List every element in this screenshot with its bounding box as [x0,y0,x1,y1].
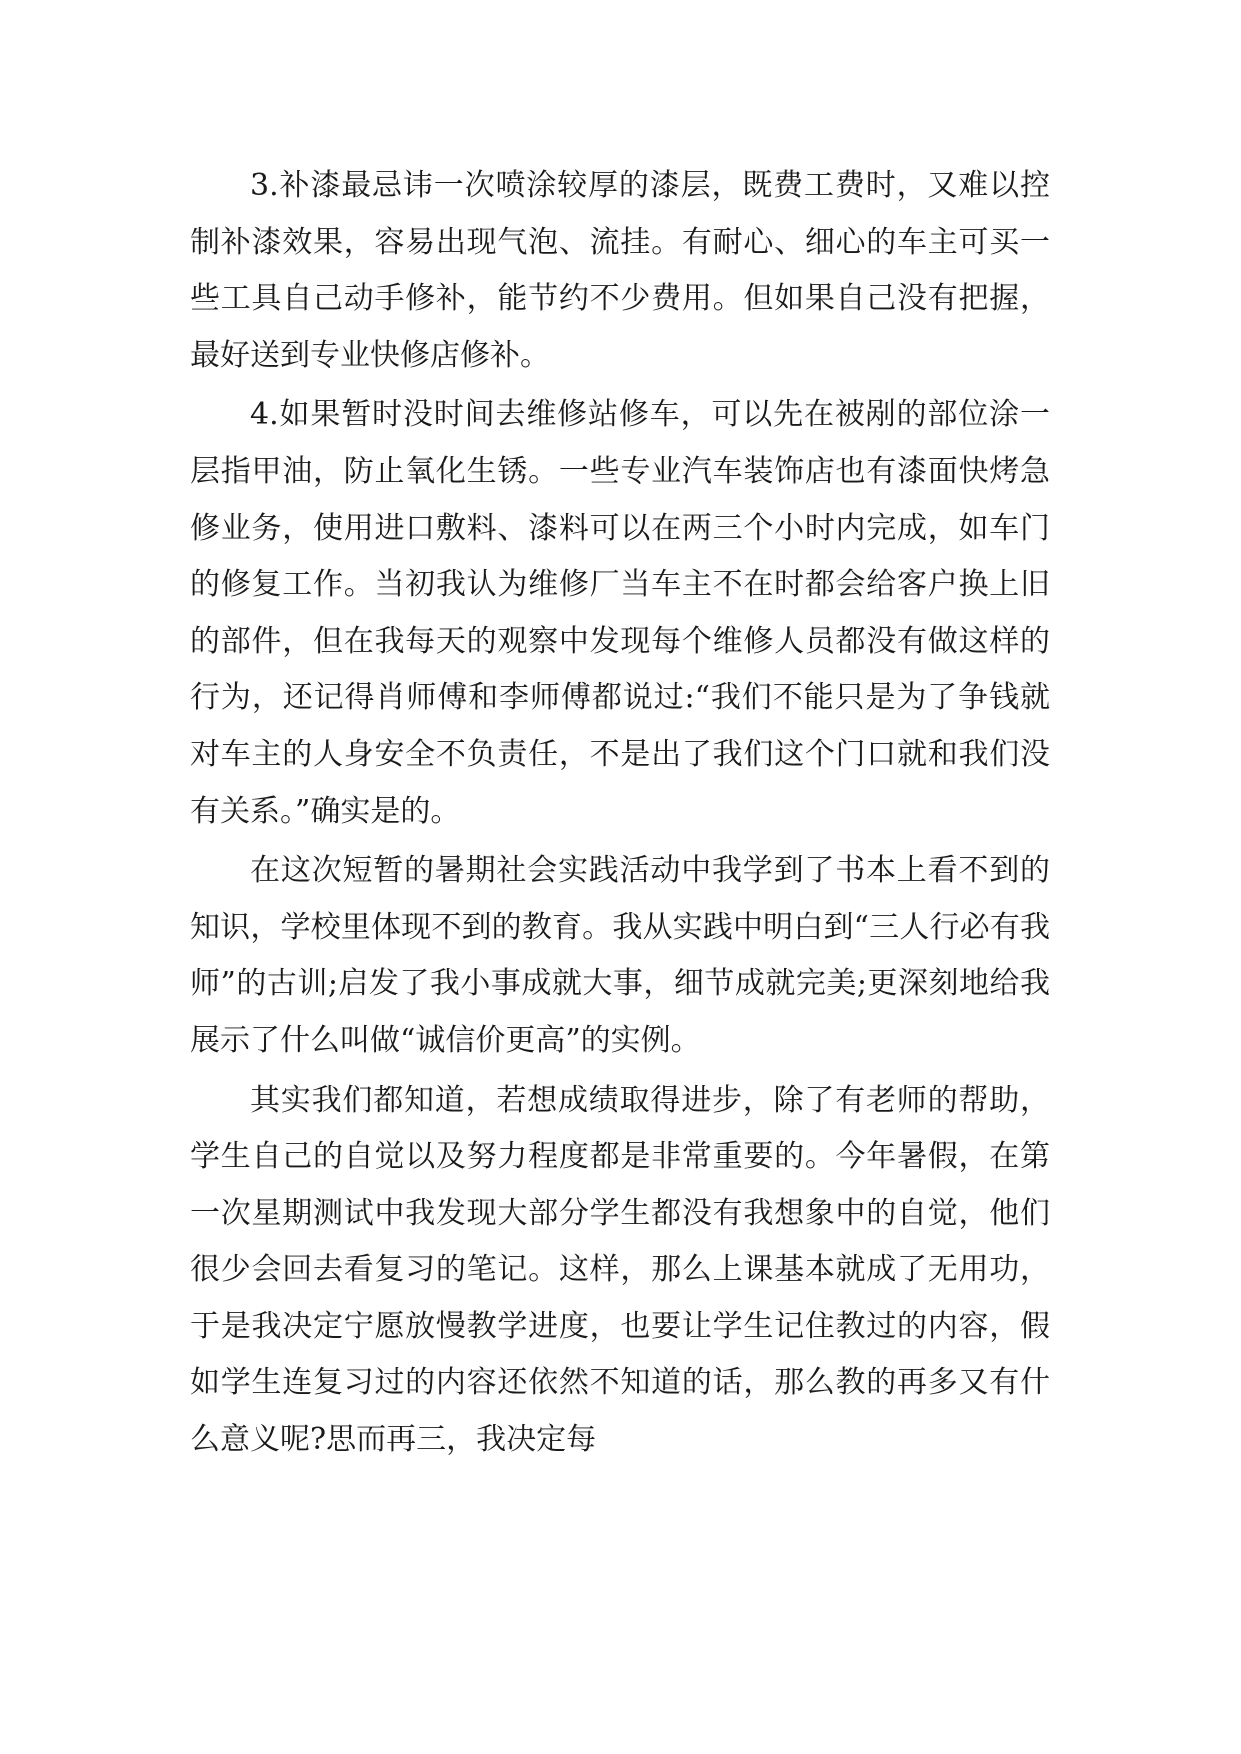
paragraph-teaching-experience: 其实我们都知道，若想成绩取得进步，除了有老师的帮助，学生自己的自觉以及努力程度都是非常重要的。今年暑假，在第一次星期测试中我发现大部分学生都没有我想象中的自觉，他们很少会回去看复习的笔记。这样，那么上课基本就成了无用功，于是我决定宁愿放慢教学进度，也要让学生记住教过的内容，假如学生连复习过的内容还依然不知道的话，那么教的再多又有什么意义呢?思而再三，我决定每 [190,1082,1050,1458]
paragraph-paint-repair-tips: 3.补漆最忌讳一次喷涂较厚的漆层，既费工费时，又难以控制补漆效果，容易出现气泡、流挂。有耐心、细心的车主可买一些工具自己动手修补，能节约不少费用。但如果自己没有把握，最好送到专业快修店修补。 [190,168,1050,373]
paragraph-temporary-repair: 4.如果暂时没时间去维修站修车，可以先在被剐的部位涂一层指甲油，防止氧化生锈。一些专业汽车装饰店也有漆面快烤急修业务，使用进口敷料、漆料可以在两三个小时内完成，如车门的修复工作。当初我认为维修厂当车主不在时都会给客户换上旧的部件，但在我每天的观察中发现每个维修人员都没有做这样的行为，还记得肖师傅和李师傅都说过:“我们不能只是为了争钱就对车主的人身安全不负责任，不是出了我们这个门口就和我们没有关系。”确实是的。 [190,397,1050,829]
document-body [190,158,1050,1472]
paragraph-practice-reflection: 在这次短暂的暑期社会实践活动中我学到了书本上看不到的知识，学校里体现不到的教育。我从实践中明白到“三人行必有我师”的古训;启发了我小事成就大事，细节成就完美;更深刻地给我展示了什么叫做“诚信价更高”的实例。 [190,853,1050,1058]
